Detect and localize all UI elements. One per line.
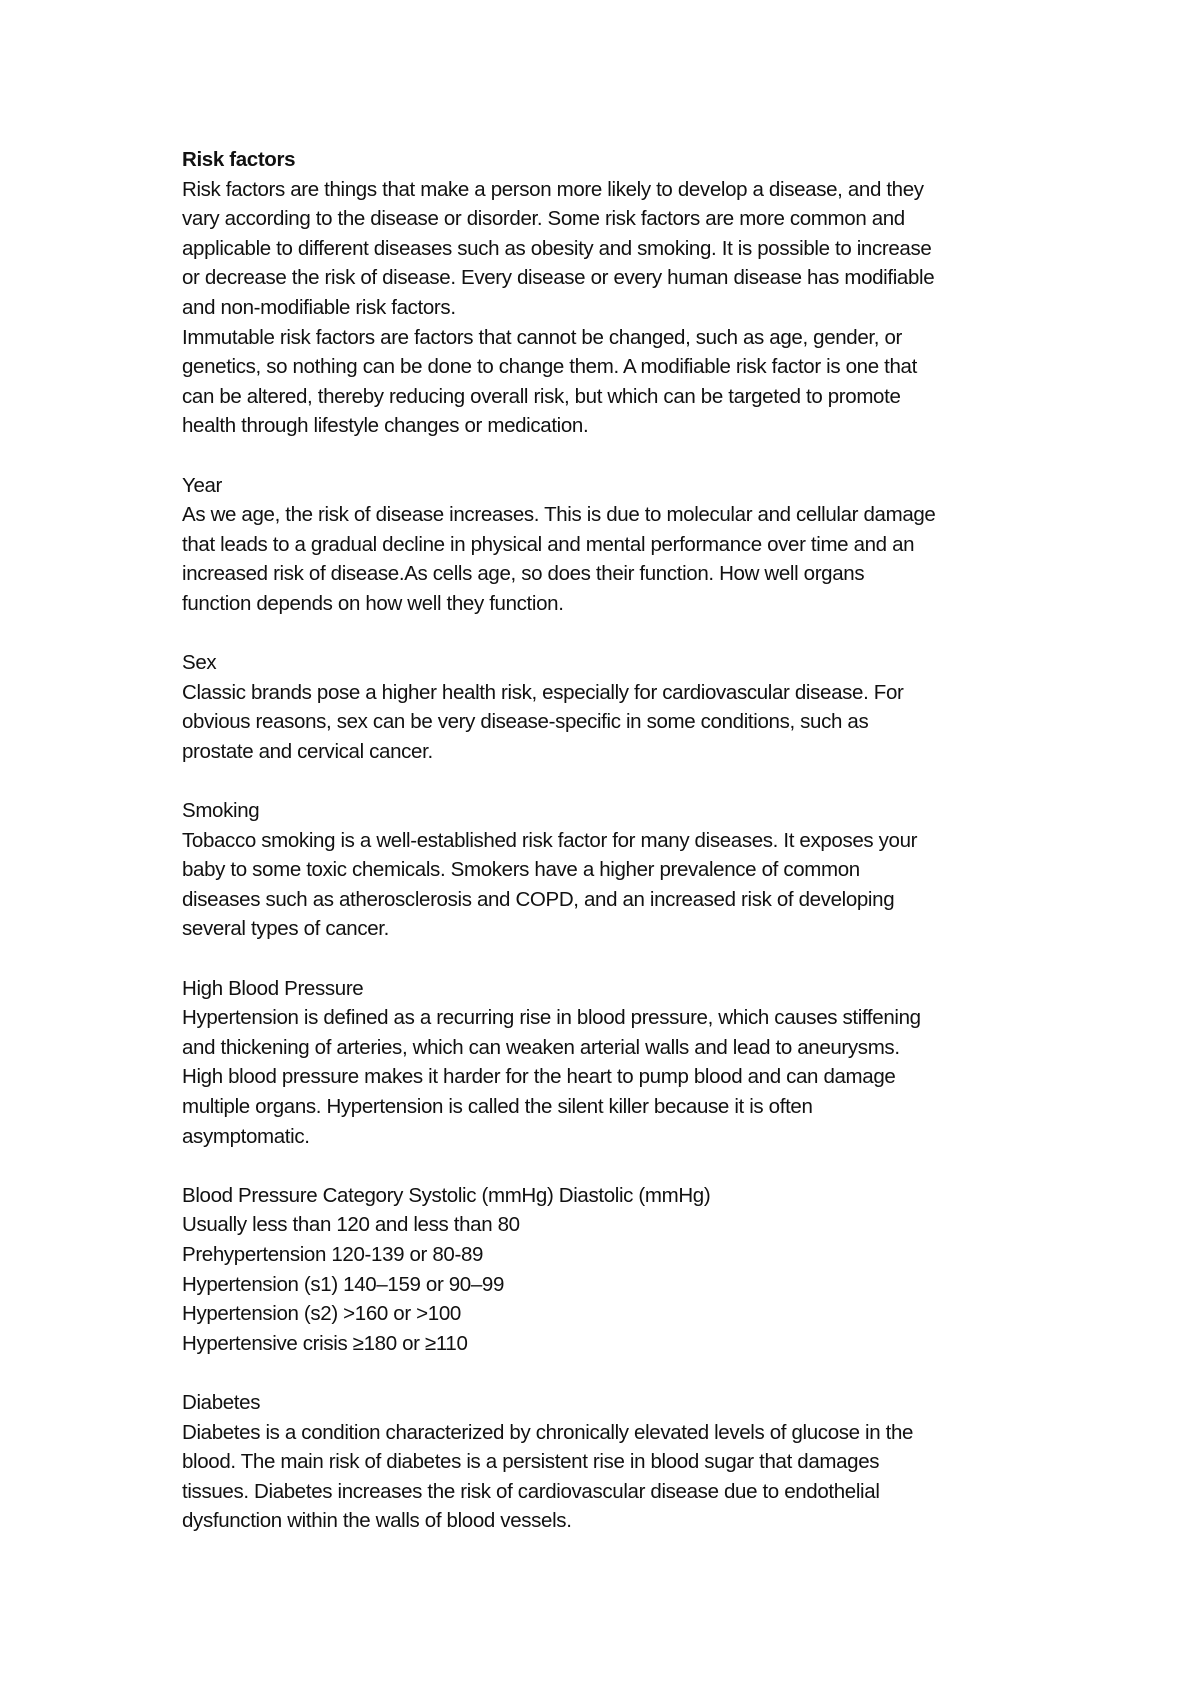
intro-line: Immutable risk factors are factors that cannot be changed, such as age, gender, or [182,325,902,349]
section-line: and thickening of arteries, which can weaken arterial walls and lead to aneurysms. [182,1035,900,1059]
intro-line: and non-modifiable risk factors. [182,295,456,319]
bp-table-row: Prehypertension 120-139 or 80-89 [182,1242,484,1266]
bp-table-row: Hypertension (s1) 140–159 or 90–99 [182,1272,505,1296]
paragraph-gap [182,944,1042,974]
section-diabetes [182,1388,1042,1536]
section-line: diseases such as atherosclerosis and COPD, and an increased risk of developing [182,887,895,911]
paragraph-gap [182,619,1042,649]
section-line: that leads to a gradual decline in physical and mental performance over time and an [182,532,915,556]
document-page [182,145,1042,1536]
section-smoking [182,796,1042,944]
section-line: Hypertension is defined as a recurring rise in blood pressure, which causes stiffening [182,1006,921,1030]
section-line: As we age, the risk of disease increases. This is due to molecular and cellular damage [182,503,936,527]
paragraph-gap [182,1151,1042,1181]
intro-line: Risk factors are things that make a person more likely to develop a disease, and they [182,177,924,201]
section-line: multiple organs. Hypertension is called the silent killer because it is often [182,1095,813,1118]
section-line: several types of cancer. [182,917,389,941]
section-line: blood. The main risk of diabetes is a persistent rise in blood sugar that damages [182,1450,880,1474]
bp-category-table [182,1181,1042,1359]
paragraph-gap [182,441,1042,471]
section-heading-diabetes: Diabetes [182,1390,261,1414]
section-line: increased risk of disease.As cells age, so does their function. How well organs [182,562,865,586]
intro-line: genetics, so nothing can be done to change them. A modifiable risk factor is one that [182,355,917,379]
intro-line: health through lifestyle changes or medication. [182,414,589,438]
section-heading-year: Year [182,473,223,497]
section-high-blood-pressure [182,974,1042,1152]
section-line: High blood pressure makes it harder for the heart to pump blood and can damage [182,1065,896,1089]
intro-line: applicable to different diseases such as obesity and smoking. It is possible to increase [182,236,932,260]
bp-table-row: Hypertensive crisis ≥180 or ≥110 [182,1331,468,1355]
document-title: Risk factors [182,148,296,171]
intro-paragraph [182,175,1042,441]
section-heading-high-blood-pressure: High Blood Pressure [182,976,364,1000]
paragraph-gap [182,766,1042,796]
section-line: asymptomatic. [182,1124,310,1148]
section-year [182,471,1042,619]
section-line: prostate and cervical cancer. [182,739,433,763]
section-line: Classic brands pose a higher health risk, especially for cardiovascular disease. For [182,680,904,704]
section-line: tissues. Diabetes increases the risk of cardiovascular disease due to endothelial [182,1479,880,1503]
intro-line: can be altered, thereby reducing overall risk, but which can be targeted to promote [182,384,901,408]
paragraph-gap [182,1358,1042,1388]
section-line: function depends on how well they function. [182,591,564,615]
section-line: Tobacco smoking is a well-established risk factor for many diseases. It exposes your [182,828,918,852]
bp-table-header: Blood Pressure Category Systolic (mmHg) Diastolic (mmHg) [182,1183,711,1207]
section-line: Diabetes is a condition characterized by chronically elevated levels of glucose in the [182,1420,914,1444]
section-heading-smoking: Smoking [182,799,260,823]
section-heading-sex: Sex [182,651,217,675]
section-line: baby to some toxic chemicals. Smokers have a higher prevalence of common [182,858,860,882]
section-line: obvious reasons, sex can be very disease-specific in some conditions, such as [182,710,869,734]
section-line: dysfunction within the walls of blood vessels. [182,1509,572,1533]
intro-line: vary according to the disease or disorder. Some risk factors are more common and [182,207,905,231]
section-sex [182,648,1042,766]
bp-table-row: Hypertension (s2) >160 or >100 [182,1302,461,1326]
bp-table-row: Usually less than 120 and less than 80 [182,1213,520,1237]
intro-line: or decrease the risk of disease. Every disease or every human disease has modifiable [182,266,935,290]
